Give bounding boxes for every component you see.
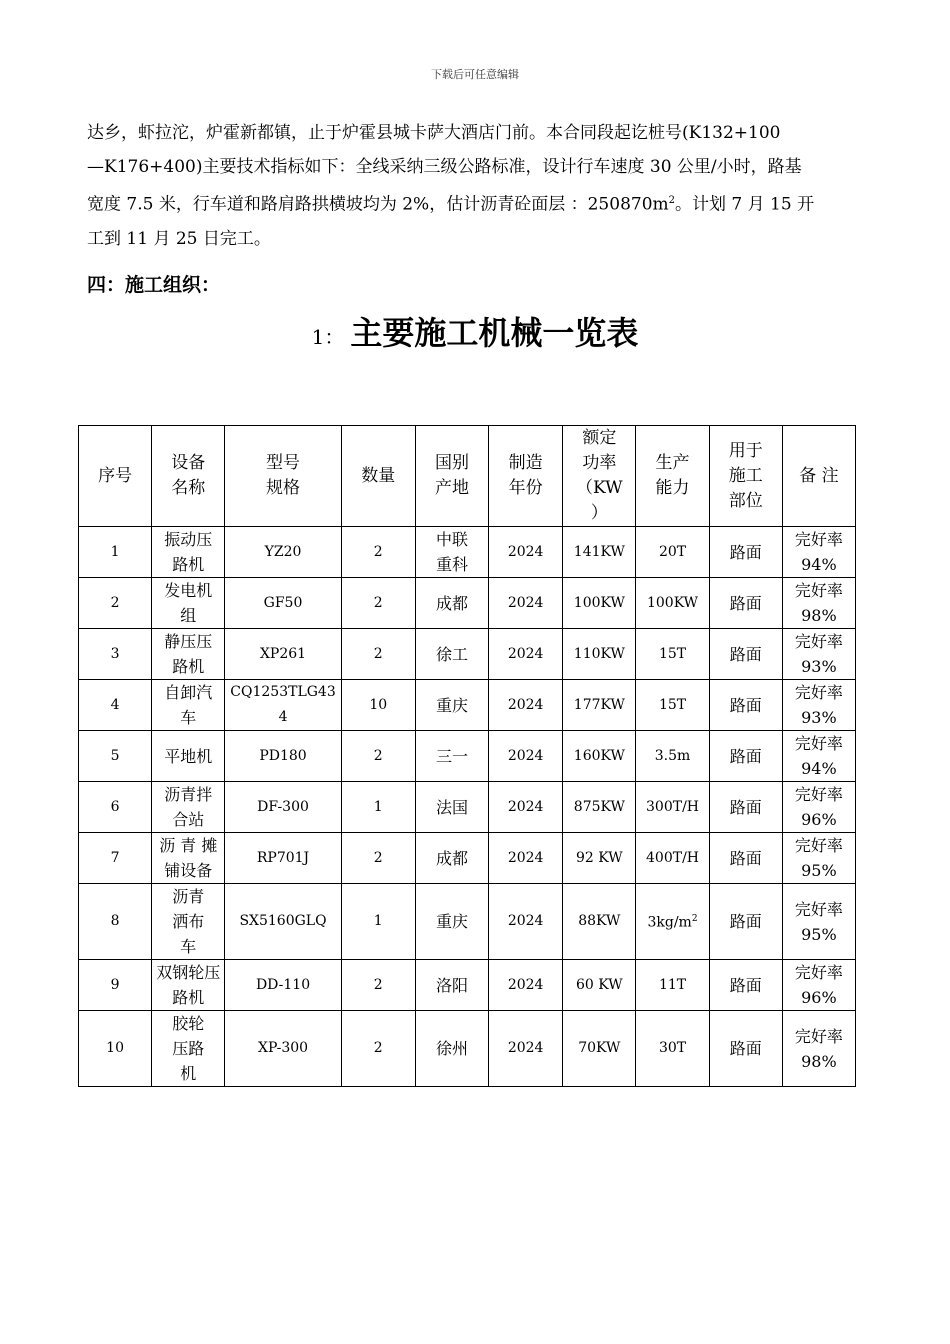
cell-no-text: 7 bbox=[110, 849, 120, 866]
paragraph-line-1: 达乡，虾拉沱，炉霍新都镇，止于炉霍县城卡萨大酒店门前。本合同段起讫桩号(K132+100 bbox=[87, 123, 781, 143]
header-model-spec bbox=[225, 426, 341, 527]
cell-equipment-name-line: 平地机 bbox=[164, 746, 213, 766]
cell-remarks-line: 完好率 bbox=[794, 836, 843, 855]
cell-power-text: 160KW bbox=[573, 747, 625, 764]
cell-remarks-line: 完好率 bbox=[794, 683, 843, 702]
cell-origin-line: 徐州 bbox=[435, 1039, 468, 1058]
cell-model-line: YZ20 bbox=[264, 543, 302, 560]
cell-power-text: 100KW bbox=[573, 594, 625, 611]
cell-no bbox=[79, 731, 152, 782]
cell-capacity bbox=[636, 833, 709, 884]
cell-usage bbox=[709, 527, 782, 578]
cell-origin bbox=[415, 1011, 488, 1087]
cell-model-line: DD-110 bbox=[255, 976, 311, 993]
cell-year-text: 2024 bbox=[507, 747, 544, 764]
cell-equipment-name-line: 双钢轮压 bbox=[156, 963, 221, 982]
cell-quantity bbox=[341, 833, 415, 884]
cell-year bbox=[489, 629, 563, 680]
cell-origin bbox=[415, 782, 488, 833]
paragraph-line-3-text: 宽度 7.5 米，行车道和路肩路拱横坡均为 2%，估计沥青砼面层 ：250870m bbox=[87, 194, 669, 215]
cell-year bbox=[489, 833, 563, 884]
table-row bbox=[79, 833, 856, 884]
header-model-spec-line: 型号 bbox=[266, 453, 301, 473]
cell-origin-line: 洛阳 bbox=[435, 975, 468, 995]
cell-origin-line: 成都 bbox=[435, 848, 468, 868]
cell-capacity-text: 15T bbox=[658, 696, 687, 713]
cell-equipment-name-line: 组 bbox=[180, 606, 197, 625]
cell-power-text: 177KW bbox=[573, 696, 625, 713]
cell-remarks-line: 完好率 bbox=[794, 530, 843, 549]
cell-power bbox=[563, 960, 636, 1011]
cell-equipment-name-line: 静压压 bbox=[164, 632, 213, 651]
cell-power bbox=[563, 731, 636, 782]
cell-quantity-text: 2 bbox=[373, 645, 383, 662]
cell-origin bbox=[415, 731, 488, 782]
header-rated-power-line: 功率 bbox=[582, 453, 617, 473]
cell-equipment-name bbox=[152, 527, 225, 578]
table-row bbox=[79, 578, 856, 629]
cell-remarks bbox=[782, 1011, 855, 1087]
cell-capacity-text: 15T bbox=[658, 645, 687, 662]
cell-capacity-text: 3kg/m bbox=[647, 914, 692, 931]
header-usage-part bbox=[709, 426, 782, 527]
cell-model-line: SX5160GLQ bbox=[239, 913, 327, 929]
cell-no-text: 2 bbox=[110, 594, 120, 611]
cell-quantity bbox=[341, 1011, 415, 1087]
cell-power bbox=[563, 1011, 636, 1087]
cell-usage-text: 路面 bbox=[729, 542, 762, 562]
header-origin-line: 国别 bbox=[434, 453, 469, 473]
cell-origin-line: 成都 bbox=[435, 593, 468, 613]
header-rated-power-line: 额定 bbox=[582, 428, 617, 448]
cell-usage-text: 路面 bbox=[729, 848, 762, 868]
cell-equipment-name bbox=[152, 629, 225, 680]
cell-remarks-line: 94% bbox=[801, 555, 837, 574]
cell-capacity bbox=[636, 960, 709, 1011]
cell-equipment-name-line: 车 bbox=[180, 937, 197, 956]
cell-remarks bbox=[782, 680, 855, 731]
cell-quantity-text: 2 bbox=[373, 747, 383, 764]
cell-remarks-line: 完好率 bbox=[794, 632, 843, 651]
header-equipment-name-line: 名称 bbox=[171, 478, 206, 498]
cell-origin-line: 重庆 bbox=[435, 695, 468, 715]
cell-capacity bbox=[636, 527, 709, 578]
cell-power bbox=[563, 578, 636, 629]
cell-quantity bbox=[341, 629, 415, 680]
cell-usage bbox=[709, 680, 782, 731]
cell-remarks-line: 98% bbox=[801, 606, 837, 625]
cell-equipment-name-line: 压路 bbox=[172, 1039, 205, 1058]
cell-model-line: 4 bbox=[278, 709, 288, 725]
header-equipment-name bbox=[152, 426, 225, 527]
cell-equipment-name-line: 洒布 bbox=[172, 912, 205, 931]
cell-capacity bbox=[636, 629, 709, 680]
cell-model-line: XP-300 bbox=[257, 1040, 309, 1056]
cell-remarks-line: 98% bbox=[801, 1051, 837, 1071]
cell-model-line: GF50 bbox=[263, 594, 303, 611]
cell-power-text: 70KW bbox=[578, 1040, 621, 1056]
cell-usage-text: 路面 bbox=[729, 644, 762, 664]
cell-power-text: 875KW bbox=[573, 798, 625, 815]
cell-quantity bbox=[341, 731, 415, 782]
cell-power-text: 88KW bbox=[578, 913, 621, 929]
header-usage-part-line: 部位 bbox=[728, 490, 763, 511]
area-superscript: 2 bbox=[668, 195, 676, 206]
cell-no bbox=[79, 782, 152, 833]
cell-year bbox=[489, 680, 563, 731]
cell-capacity-text: 20T bbox=[658, 543, 687, 560]
cell-no bbox=[79, 680, 152, 731]
cell-remarks bbox=[782, 578, 855, 629]
cell-model bbox=[225, 578, 341, 629]
cell-quantity-text: 2 bbox=[373, 594, 383, 611]
paragraph-line-3-tail: 。计划 7 月 15 开 bbox=[675, 194, 815, 215]
cell-quantity bbox=[341, 527, 415, 578]
cell-model-line: PD180 bbox=[259, 747, 307, 764]
header-capacity-line: 生产 bbox=[655, 453, 690, 473]
cell-remarks-line: 完好率 bbox=[794, 785, 843, 804]
cell-remarks-line: 95% bbox=[801, 924, 837, 944]
section-heading: 四：施工组织： bbox=[87, 274, 221, 296]
cell-year bbox=[489, 731, 563, 782]
table-row bbox=[79, 1011, 856, 1087]
cell-origin bbox=[415, 578, 488, 629]
cell-equipment-name-line: 自卸汽 bbox=[164, 683, 213, 702]
table-title-number: 1： bbox=[311, 325, 345, 349]
table-title-text: 主要施工机械一览表 bbox=[350, 314, 639, 352]
cell-model-line: RP701J bbox=[256, 849, 310, 866]
cell-model-line: DF-300 bbox=[257, 798, 309, 815]
cell-remarks-line: 96% bbox=[801, 810, 837, 829]
cell-year-text: 2024 bbox=[507, 976, 544, 993]
cell-origin bbox=[415, 527, 488, 578]
cell-origin bbox=[415, 960, 488, 1011]
cell-no-text: 5 bbox=[110, 747, 120, 764]
cell-remarks-line: 完好率 bbox=[794, 581, 843, 600]
cell-model bbox=[225, 833, 341, 884]
cell-model bbox=[225, 527, 341, 578]
cell-equipment-name-line: 胶轮 bbox=[172, 1014, 205, 1033]
header-quantity bbox=[341, 426, 415, 527]
table-row bbox=[79, 782, 856, 833]
cell-power-text: 141KW bbox=[573, 543, 625, 560]
cell-usage-text: 路面 bbox=[729, 746, 762, 766]
cell-usage bbox=[709, 629, 782, 680]
cell-capacity bbox=[636, 1011, 709, 1087]
cell-equipment-name bbox=[152, 1011, 225, 1087]
cell-remarks bbox=[782, 884, 855, 960]
cell-year-text: 2024 bbox=[507, 1040, 544, 1056]
cell-capacity-text: 3.5m bbox=[654, 747, 691, 764]
cell-year bbox=[489, 527, 563, 578]
cell-remarks-line: 完好率 bbox=[794, 899, 843, 919]
cell-origin-line: 法国 bbox=[435, 797, 468, 817]
cell-no bbox=[79, 578, 152, 629]
table-header-row bbox=[79, 426, 856, 527]
cell-quantity bbox=[341, 578, 415, 629]
header-no bbox=[79, 426, 152, 527]
cell-model bbox=[225, 680, 341, 731]
cell-year bbox=[489, 884, 563, 960]
cell-no bbox=[79, 629, 152, 680]
cell-no-text: 10 bbox=[106, 1040, 124, 1056]
cell-capacity-text: 300T/H bbox=[646, 798, 700, 815]
table-row bbox=[79, 960, 856, 1011]
cell-equipment-name bbox=[152, 680, 225, 731]
cell-capacity bbox=[636, 782, 709, 833]
header-rated-power-line: ） bbox=[590, 503, 608, 523]
capacity-superscript: 2 bbox=[691, 914, 698, 925]
table-row bbox=[79, 680, 856, 731]
header-capacity-line: 能力 bbox=[655, 478, 690, 498]
cell-origin-line: 重庆 bbox=[435, 912, 468, 931]
cell-capacity bbox=[636, 680, 709, 731]
cell-model-line: XP261 bbox=[259, 645, 307, 662]
cell-equipment-name-line: 路机 bbox=[172, 657, 205, 676]
cell-year-text: 2024 bbox=[507, 913, 544, 929]
cell-equipment-name-line: 合站 bbox=[172, 810, 205, 829]
table-row bbox=[79, 527, 856, 578]
cell-capacity bbox=[636, 578, 709, 629]
cell-model bbox=[225, 731, 341, 782]
header-rated-power bbox=[563, 426, 636, 527]
header-remarks-line: 备 注 bbox=[799, 465, 839, 486]
cell-origin-line: 徐工 bbox=[435, 644, 468, 664]
cell-equipment-name-line: 路机 bbox=[172, 555, 205, 574]
cell-year bbox=[489, 960, 563, 1011]
cell-model bbox=[225, 884, 341, 960]
cell-capacity-text: 30T bbox=[658, 1040, 687, 1056]
cell-origin-line: 中联 bbox=[435, 530, 468, 549]
cell-remarks bbox=[782, 629, 855, 680]
cell-quantity-text: 10 bbox=[369, 696, 388, 713]
header-year bbox=[489, 426, 563, 527]
cell-quantity-text: 2 bbox=[373, 543, 383, 560]
cell-capacity-text: 400T/H bbox=[646, 849, 700, 866]
cell-year-text: 2024 bbox=[507, 696, 544, 713]
cell-remarks bbox=[782, 833, 855, 884]
cell-year bbox=[489, 578, 563, 629]
cell-power-text: 92 KW bbox=[576, 849, 623, 866]
cell-year-text: 2024 bbox=[507, 594, 544, 611]
cell-quantity-text: 2 bbox=[373, 976, 383, 993]
cell-no bbox=[79, 1011, 152, 1087]
cell-remarks-line: 完好率 bbox=[794, 1026, 843, 1046]
cell-capacity bbox=[636, 731, 709, 782]
page-header-note: 下载后可任意编辑 bbox=[431, 68, 519, 81]
cell-remarks bbox=[782, 527, 855, 578]
header-remarks bbox=[782, 426, 855, 527]
cell-quantity-text: 1 bbox=[373, 798, 383, 815]
cell-remarks bbox=[782, 782, 855, 833]
cell-model bbox=[225, 960, 341, 1011]
paragraph-line-4: 工到 11 月 25 日完工。 bbox=[87, 228, 271, 249]
cell-remarks-line: 95% bbox=[801, 861, 837, 880]
cell-quantity-text: 1 bbox=[373, 913, 383, 929]
cell-model-line: CQ1253TLG43 bbox=[230, 684, 336, 700]
cell-usage bbox=[709, 1011, 782, 1087]
table-row bbox=[79, 629, 856, 680]
cell-power bbox=[563, 527, 636, 578]
cell-year bbox=[489, 1011, 563, 1087]
cell-usage-text: 路面 bbox=[729, 695, 762, 715]
cell-remarks-line: 93% bbox=[801, 708, 837, 727]
cell-remarks-line: 93% bbox=[801, 657, 837, 676]
header-equipment-name-line: 设备 bbox=[171, 453, 206, 473]
cell-quantity bbox=[341, 960, 415, 1011]
header-usage-part-line: 用于 bbox=[728, 440, 763, 461]
cell-no-text: 4 bbox=[110, 696, 120, 713]
cell-quantity bbox=[341, 680, 415, 731]
cell-model bbox=[225, 1011, 341, 1087]
cell-quantity bbox=[341, 782, 415, 833]
cell-origin-line: 重科 bbox=[435, 555, 468, 574]
cell-origin bbox=[415, 629, 488, 680]
cell-equipment-name bbox=[152, 731, 225, 782]
cell-origin-line: 三一 bbox=[435, 746, 468, 766]
equipment-table bbox=[78, 425, 856, 1087]
cell-equipment-name-line: 沥 青 摊 bbox=[159, 836, 218, 855]
header-quantity-line: 数量 bbox=[361, 465, 396, 486]
cell-quantity bbox=[341, 884, 415, 960]
cell-usage-text: 路面 bbox=[729, 975, 762, 995]
cell-remarks-line: 完好率 bbox=[794, 963, 843, 982]
cell-equipment-name bbox=[152, 884, 225, 960]
cell-remarks-line: 完好率 bbox=[794, 734, 843, 753]
cell-power-text: 110KW bbox=[573, 645, 625, 662]
cell-usage bbox=[709, 731, 782, 782]
header-capacity bbox=[636, 426, 709, 527]
cell-equipment-name-line: 振动压 bbox=[164, 530, 213, 549]
cell-usage bbox=[709, 578, 782, 629]
cell-equipment-name-line: 车 bbox=[180, 708, 197, 727]
cell-equipment-name-line: 路机 bbox=[172, 988, 205, 1007]
cell-power-text: 60 KW bbox=[576, 976, 623, 993]
header-no-line: 序号 bbox=[98, 465, 133, 486]
cell-remarks bbox=[782, 731, 855, 782]
cell-no-text: 6 bbox=[110, 798, 120, 815]
project-description-paragraph bbox=[87, 116, 865, 256]
cell-power bbox=[563, 833, 636, 884]
table-row bbox=[79, 884, 856, 960]
cell-equipment-name-line: 沥青 bbox=[172, 887, 205, 906]
cell-power bbox=[563, 680, 636, 731]
header-origin bbox=[415, 426, 488, 527]
cell-no-text: 3 bbox=[110, 645, 120, 662]
cell-year bbox=[489, 782, 563, 833]
cell-origin bbox=[415, 833, 488, 884]
cell-quantity-text: 2 bbox=[373, 849, 383, 866]
paragraph-line-3 bbox=[87, 184, 865, 222]
cell-remarks-line: 96% bbox=[801, 988, 837, 1007]
cell-model bbox=[225, 629, 341, 680]
cell-capacity-text: 11T bbox=[658, 976, 687, 993]
cell-year-text: 2024 bbox=[507, 645, 544, 662]
cell-year-text: 2024 bbox=[507, 798, 544, 815]
header-usage-part-line: 施工 bbox=[728, 465, 763, 486]
cell-no bbox=[79, 960, 152, 1011]
cell-equipment-name bbox=[152, 578, 225, 629]
cell-usage bbox=[709, 884, 782, 960]
table-row bbox=[79, 731, 856, 782]
cell-usage-text: 路面 bbox=[729, 1039, 762, 1058]
cell-origin bbox=[415, 884, 488, 960]
header-rated-power-line: （KW bbox=[576, 478, 623, 498]
cell-usage-text: 路面 bbox=[729, 797, 762, 817]
cell-no-text: 8 bbox=[110, 913, 120, 929]
cell-usage bbox=[709, 782, 782, 833]
cell-equipment-name bbox=[152, 782, 225, 833]
paragraph-line-2: —K176+400)主要技术指标如下：全线采纳三级公路标准，设计行车速度 30 公里/小时，路基 bbox=[87, 157, 802, 177]
cell-usage-text: 路面 bbox=[729, 593, 762, 613]
cell-remarks bbox=[782, 960, 855, 1011]
cell-equipment-name-line: 铺设备 bbox=[164, 861, 213, 880]
cell-power bbox=[563, 884, 636, 960]
table-title bbox=[0, 308, 950, 362]
cell-quantity-text: 2 bbox=[373, 1040, 383, 1056]
cell-equipment-name bbox=[152, 833, 225, 884]
cell-usage bbox=[709, 833, 782, 884]
cell-year-text: 2024 bbox=[507, 543, 544, 560]
cell-capacity-text: 100KW bbox=[646, 594, 699, 611]
cell-capacity bbox=[636, 884, 709, 960]
cell-equipment-name-line: 机 bbox=[180, 1064, 197, 1083]
cell-equipment-name-line: 发电机 bbox=[164, 581, 213, 600]
cell-power bbox=[563, 782, 636, 833]
cell-no bbox=[79, 833, 152, 884]
cell-usage-text: 路面 bbox=[729, 912, 762, 931]
header-year-line: 年份 bbox=[508, 478, 543, 498]
cell-year-text: 2024 bbox=[507, 849, 544, 866]
cell-model bbox=[225, 782, 341, 833]
cell-origin bbox=[415, 680, 488, 731]
cell-equipment-name bbox=[152, 960, 225, 1011]
cell-no bbox=[79, 884, 152, 960]
cell-usage bbox=[709, 960, 782, 1011]
cell-remarks-line: 94% bbox=[801, 759, 837, 778]
header-origin-line: 产地 bbox=[434, 478, 469, 498]
cell-power bbox=[563, 629, 636, 680]
cell-no-text: 9 bbox=[110, 976, 120, 993]
header-year-line: 制造 bbox=[508, 453, 543, 473]
header-model-spec-line: 规格 bbox=[266, 478, 301, 498]
cell-equipment-name-line: 沥青拌 bbox=[164, 785, 213, 804]
cell-no bbox=[79, 527, 152, 578]
cell-no-text: 1 bbox=[110, 543, 120, 560]
